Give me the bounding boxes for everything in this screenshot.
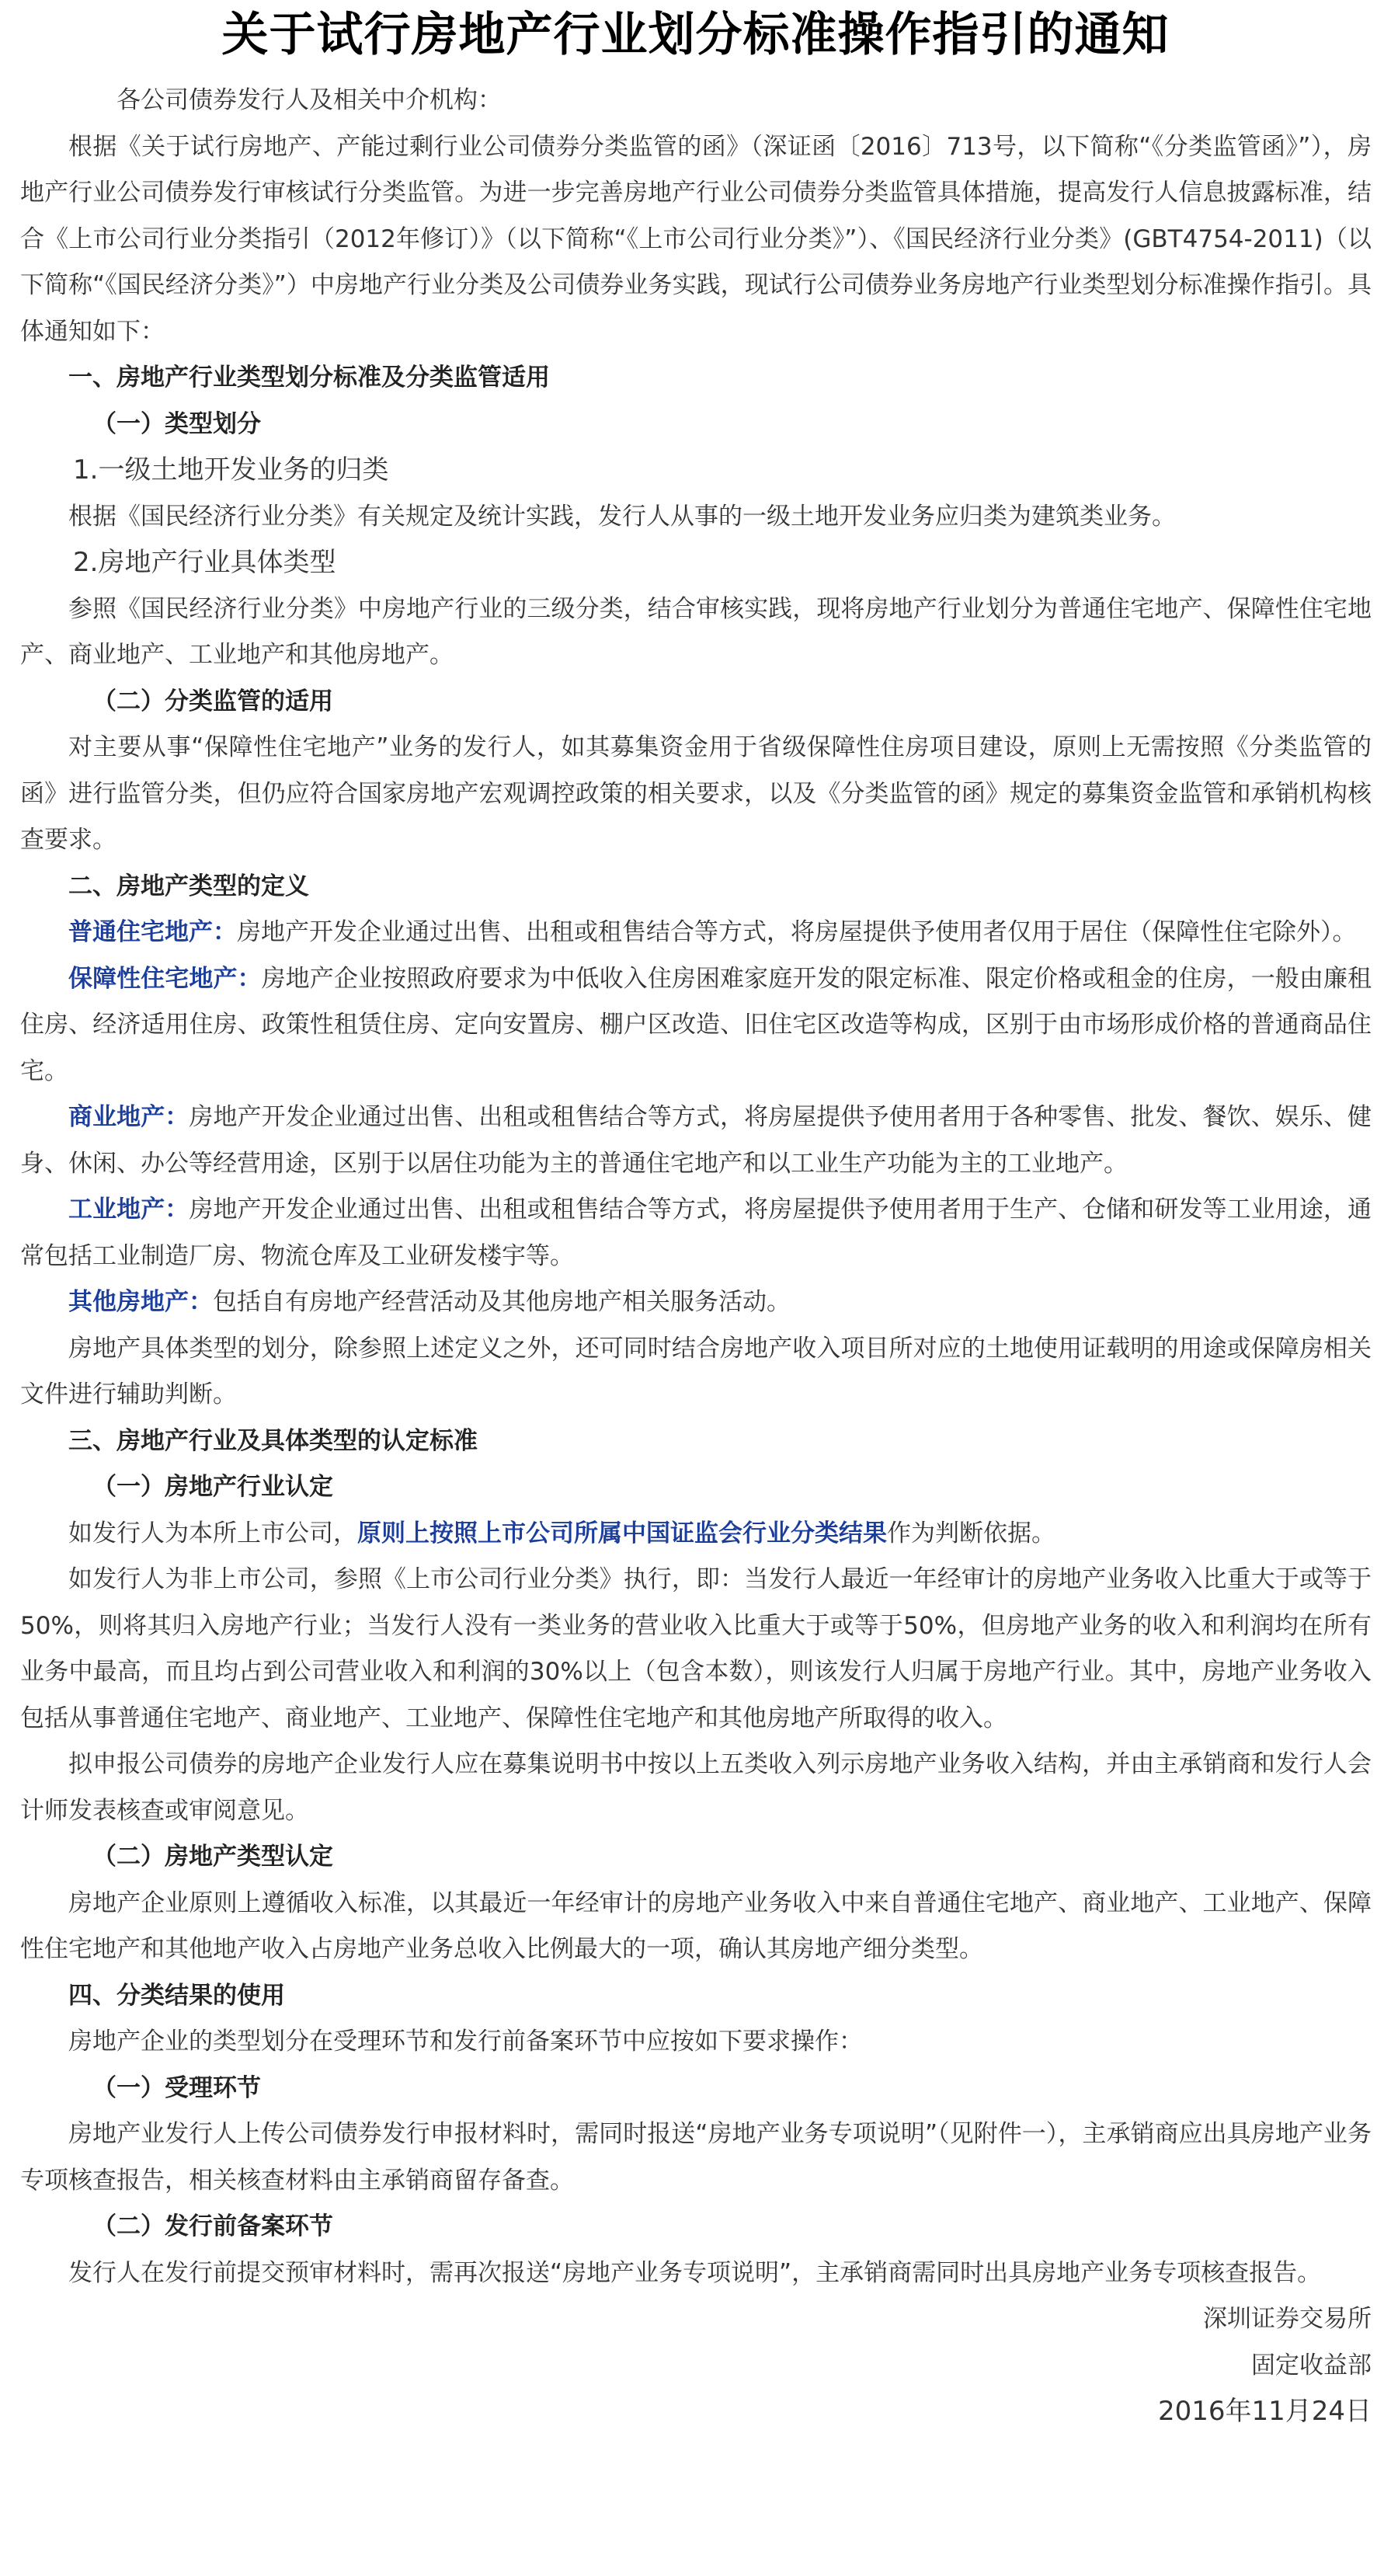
definition-paragraph [20, 910, 1372, 956]
section-4-heading: 四、分类结果的使用 [68, 1981, 285, 2010]
section-4-sub2-heading: （二）发行前备案环节 [92, 2212, 333, 2240]
listed-suffix: 作为判断依据。 [887, 1519, 1055, 1547]
definition-term: 保障性住宅地产： [68, 964, 262, 993]
signature-date: 2016年11月24日 [1157, 2396, 1372, 2427]
section-3-heading: 三、房地产行业及具体类型的认定标准 [68, 1426, 478, 1455]
unlisted-company-paragraph: 如发行人为非上市公司，参照《上市公司行业分类》执行，即：当发行人最近一年经审计的房地产业务收入比重大于或等于50%，则将其归入房地产行业；当发行人没有一类业务的营业收入比重大于或等于50%，但房地产业务的收入和利润均在所有业务中最高，而且均占到公司营业收入和利润的30%以上（包含本数），则该发行人归属于房地产行业。其中，房地产业务收入包括从事普通住宅地产、商业地产、工业地产、保障性住宅地产和其他房地产所取得的收入。 [20, 1565, 1372, 1732]
definition-term: 普通住宅地产： [68, 918, 237, 946]
signature-org: 深圳证券交易所 [1203, 2305, 1372, 2333]
listed-prefix: 如发行人为本所上市公司， [68, 1519, 357, 1547]
definition-term: 商业地产： [68, 1103, 190, 1131]
definition-text: 包括自有房地产经营活动及其他房地产相关服务活动。 [213, 1288, 791, 1316]
page-title: 关于试行房地产行业划分标准操作指引的通知 [221, 8, 1170, 62]
definition-term: 其他房地产： [68, 1288, 213, 1316]
section-4-sub1-text: 房地产业发行人上传公司债券发行申报材料时，需同时报送“房地产业务专项说明”（见附件一），主承销商应出具房地产业务专项核查报告，相关核查材料由主承销商留存备查。 [20, 2120, 1372, 2195]
definition-term: 工业地产： [68, 1196, 190, 1224]
definition-text: 房地产开发企业通过出售、出租或租售结合等方式，将房屋提供予使用者用于生产、仓储和研发等工业用途，通常包括工业制造厂房、物流仓库及工业研发楼宇等。 [20, 1196, 1372, 1270]
section-4-intro: 房地产企业的类型划分在受理环节和发行前备案环节中应按如下要求操作： [68, 2028, 863, 2056]
salutation: 各公司债券发行人及相关中介机构： [116, 86, 502, 114]
section-3-sub1-heading: （一）房地产行业认定 [92, 1473, 333, 1501]
section-4-sub2-text: 发行人在发行前提交预审材料时，需再次报送“房地产业务专项说明”，主承销商需同时出具房地产业务专项核查报告。 [68, 2258, 1322, 2287]
definition-text: 房地产开发企业通过出售、出租或租售结合等方式，将房屋提供予使用者仅用于居住（保障性住宅除外）。 [237, 918, 1357, 946]
listed-highlight: 原则上按照上市公司所属中国证监会行业分类结果 [357, 1519, 887, 1547]
section-1-sub2-text: 对主要从事“保障性住宅地产”业务的发行人，如其募集资金用于省级保障性住房项目建设，原则上无需按照《分类监管的函》进行监管分类，但仍应符合国家房地产宏观调控政策的相关要求，以及《分类监管的函》规定的募集资金监管和承销机构核查要求。 [20, 733, 1372, 854]
definition-paragraph [20, 956, 1372, 1095]
definition-text: 房地产企业按照政府要求为中低收入住房困难家庭开发的限定标准、限定价格或租金的住房，一般由廉租住房、经济适用住房、政策性租赁住房、定向安置房、棚户区改造、旧住宅区改造等构成，区别于由市场形成价格的普通商品住宅。 [20, 964, 1372, 1085]
section-1-sub2-heading: （二）分类监管的适用 [92, 687, 333, 715]
section-1-item2-text: 参照《国民经济行业分类》中房地产行业的三级分类，结合审核实践，现将房地产行业划分为普通住宅地产、保障性住宅地产、商业地产、工业地产和其他房地产。 [20, 594, 1372, 669]
section-1-item1-text: 根据《国民经济行业分类》有关规定及统计实践，发行人从事的一级土地开发业务应归类为建筑类业务。 [68, 502, 1176, 531]
definition-paragraph [20, 1279, 1372, 1326]
section-1-heading: 一、房地产行业类型划分标准及分类监管适用 [68, 364, 550, 392]
section-3-sub2-heading: （二）房地产类型认定 [92, 1843, 333, 1871]
section-2-heading: 二、房地产类型的定义 [68, 872, 309, 900]
signature-dept: 固定收益部 [1251, 2351, 1372, 2379]
definition-text: 房地产开发企业通过出售、出租或租售结合等方式，将房屋提供予使用者用于各种零售、批发、餐饮、娱乐、健身、休闲、办公等经营用途，区别于以居住功能为主的普通住宅地产和以工业生产功能为主的工业地产。 [20, 1103, 1372, 1178]
prospectus-paragraph: 拟申报公司债券的房地产企业发行人应在募集说明书中按以上五类收入列示房地产业务收入结构，并由主承销商和发行人会计师发表核查或审阅意见。 [20, 1750, 1372, 1825]
section-2-closing: 房地产具体类型的划分，除参照上述定义之外，还可同时结合房地产收入项目所对应的土地使用证载明的用途或保障房相关文件进行辅助判断。 [20, 1334, 1372, 1408]
definition-paragraph [20, 1187, 1372, 1279]
section-4-sub1-heading: （一）受理环节 [92, 2073, 261, 2102]
section-1-item1-heading: 1.一级土地开发业务的归类 [73, 454, 389, 486]
section-1-sub1-heading: （一）类型划分 [92, 409, 261, 438]
intro-paragraph: 根据《关于试行房地产、产能过剩行业公司债券分类监管的函》（深证函〔2016〕713号，以下简称“《分类监管函》”），房地产行业公司债券发行审核试行分类监管。为进一步完善房地产行业公司债券分类监管具体措施，提高发行人信息披露标准，结合《上市公司行业分类指引（2012年修订）》（以下简称“《上市公司行业分类》”）、《国民经济行业分类》(GBT4754-2011)（以下简称“《国民经济分类》”）中房地产行业分类及公司债券业务实践，现试行公司债券业务房地产行业类型划分标准操作指引。具体通知如下： [20, 132, 1372, 346]
listed-company-paragraph [20, 1511, 1372, 1558]
section-1-item2-heading: 2.房地产行业具体类型 [73, 547, 336, 578]
document-body [20, 78, 1372, 2435]
section-3-sub2-text: 房地产企业原则上遵循收入标准，以其最近一年经审计的房地产业务收入中来自普通住宅地产、商业地产、工业地产、保障性住宅地产和其他地产收入占房地产业务总收入比例最大的一项，确认其房地产细分类型。 [20, 1888, 1372, 1963]
definition-paragraph [20, 1095, 1372, 1187]
